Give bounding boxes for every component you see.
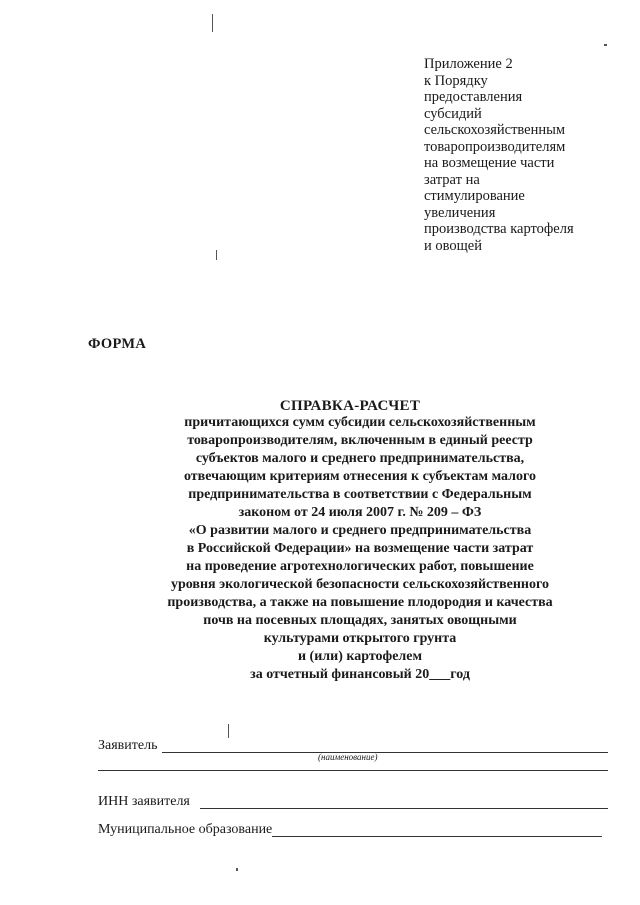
appendix-line: предоставления — [424, 89, 523, 105]
applicant-label: Заявитель — [98, 738, 158, 753]
subtitle-line: уровня экологической безопасности сельскохозяйственного — [170, 577, 550, 592]
scan-speck — [216, 250, 217, 260]
inn-label: ИНН заявителя — [98, 794, 190, 809]
subtitle-line: на проведение агротехнологических работ, повышение — [186, 559, 534, 574]
scan-speck — [212, 14, 213, 32]
subtitle-line: отвечающим критериям отнесения к субъектам малого — [183, 469, 537, 484]
appendix-line: производства картофеля — [424, 221, 574, 237]
scan-speck — [236, 868, 238, 871]
appendix-line: сельскохозяйственным — [424, 122, 566, 138]
appendix-line: стимулирование — [424, 188, 525, 204]
applicant-caption: (наименование) — [318, 752, 378, 762]
inn-fill-line[interactable] — [200, 808, 608, 809]
appendix-line: увеличения — [424, 204, 496, 221]
appendix-line: затрат на — [424, 171, 480, 188]
form-label: ФОРМА — [88, 336, 147, 352]
subtitle-line: производства, а также на повышение плодородия и качества — [167, 595, 553, 610]
subtitle-line: предпринимательства в соответствии с Федеральным — [188, 487, 532, 502]
municipality-label: Муниципальное образование — [98, 822, 273, 837]
subtitle-line: за отчетный финансовый 20___год — [250, 667, 470, 682]
appendix-line: на возмещение части — [424, 155, 555, 171]
applicant-second-line[interactable] — [98, 770, 608, 771]
subtitle-line: культурами открытого грунта — [263, 631, 457, 646]
document-title: СПРАВКА-РАСЧЕТ — [279, 398, 421, 414]
subtitle-line: и (или) картофелем — [297, 649, 423, 664]
subtitle-line: «О развитии малого и среднего предпринимательства — [188, 523, 532, 538]
applicant-fill-line[interactable] — [162, 752, 608, 753]
subtitle-line: законом от 24 июля 2007 г. № 209 – ФЗ — [238, 505, 482, 520]
scan-speck — [228, 724, 229, 738]
document-subtitle — [140, 414, 580, 684]
subtitle-line: в Российской Федерации» на возмещение части затрат — [186, 541, 534, 556]
appendix-line: и овощей — [424, 237, 482, 254]
appendix-note — [424, 56, 624, 254]
appendix-line: Приложение 2 — [424, 56, 513, 72]
appendix-line: к Порядку — [424, 72, 488, 89]
subtitle-line: товаропроизводителям, включенным в единый реестр — [187, 433, 533, 448]
scan-speck — [604, 44, 607, 46]
subtitle-line: субъектов малого и среднего предпринимательства, — [195, 451, 525, 466]
subtitle-line: причитающихся сумм субсидии сельскохозяйственным — [184, 415, 536, 430]
appendix-line: субсидий — [424, 105, 482, 122]
municipality-fill-line[interactable] — [272, 836, 602, 837]
subtitle-line: почв на посевных площадях, занятых овощными — [203, 613, 517, 628]
appendix-line: товаропроизводителям — [424, 138, 566, 155]
